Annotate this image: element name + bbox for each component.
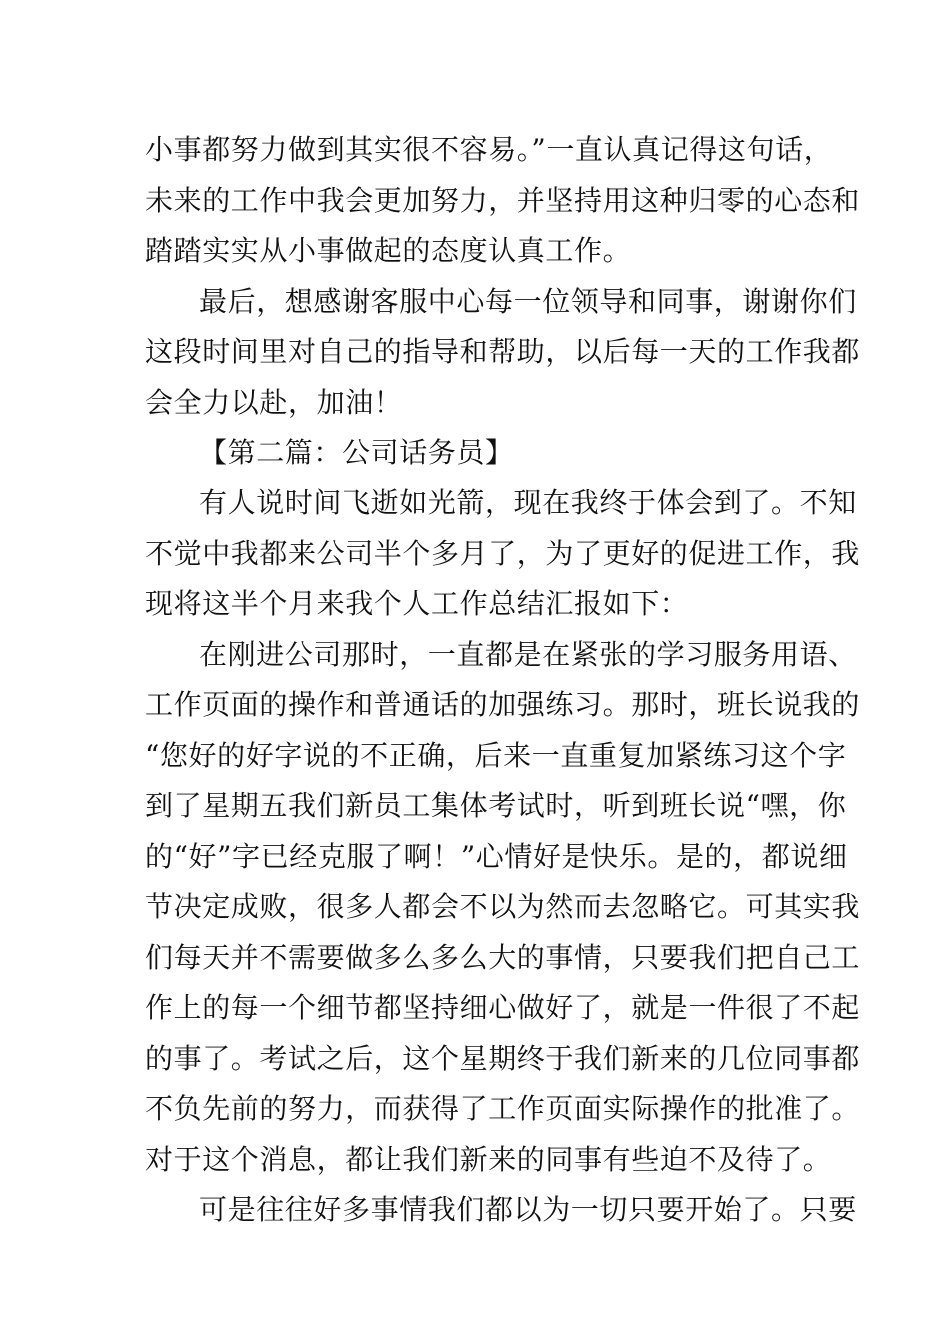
text-line: 对于这个消息，都让我们新来的同事有些迫不及待了。	[145, 1143, 832, 1176]
text-line: 的事了。考试之后，这个星期终于我们新来的几位同事都	[145, 1042, 861, 1075]
text-line: 不负先前的努力，而获得了工作页面实际操作的批准了。	[145, 1092, 861, 1125]
text-line: 节决定成败，很多人都会不以为然而去忽略它。可其实我	[145, 890, 861, 923]
text-line: 的“好”字已经克服了啊！”心情好是快乐。是的，都说细	[145, 840, 848, 873]
paragraph-first-line: 最后，想感谢客服中心每一位领导和同事，谢谢你们	[199, 285, 857, 318]
section-heading: 【第二篇：公司话务员】	[199, 436, 514, 469]
text-line: 未来的工作中我会更加努力，并坚持用这种归零的心态和	[145, 184, 861, 217]
text-line: 现将这半个月来我个人工作总结汇报如下：	[145, 587, 689, 620]
text-line: 到了星期五我们新员工集体考试时，听到班长说“嘿，你	[145, 789, 847, 822]
text-line: 们每天并不需要做多么多么大的事情，只要我们把自己工	[145, 941, 861, 974]
text-line: 作上的每一个细节都坚持细心做好了，就是一件很了不起	[145, 991, 861, 1024]
text-line: 小事都努力做到其实很不容易。”一直认真记得这句话，	[145, 133, 833, 166]
text-line: 不觉中我都来公司半个多月了，为了更好的促进工作，我	[145, 537, 861, 570]
paragraph-first-line: 有人说时间飞逝如光箭，现在我终于体会到了。不知	[199, 486, 857, 519]
text-line: 踏踏实实从小事做起的态度认真工作。	[145, 234, 632, 267]
text-line: 工作页面的操作和普通话的加强练习。那时，班长说我的	[145, 688, 861, 721]
paragraph-first-line: 可是往往好多事情我们都以为一切只要开始了。只要	[199, 1193, 857, 1226]
text-line: “您好的好字说的不正确，后来一直重复加紧练习这个字	[145, 739, 847, 772]
paragraph-first-line: 在刚进公司那时，一直都是在紧张的学习服务用语、	[199, 638, 857, 671]
text-line: 会全力以赴，加油！	[145, 386, 403, 419]
text-line: 这段时间里对自己的指导和帮助，以后每一天的工作我都	[145, 335, 861, 368]
